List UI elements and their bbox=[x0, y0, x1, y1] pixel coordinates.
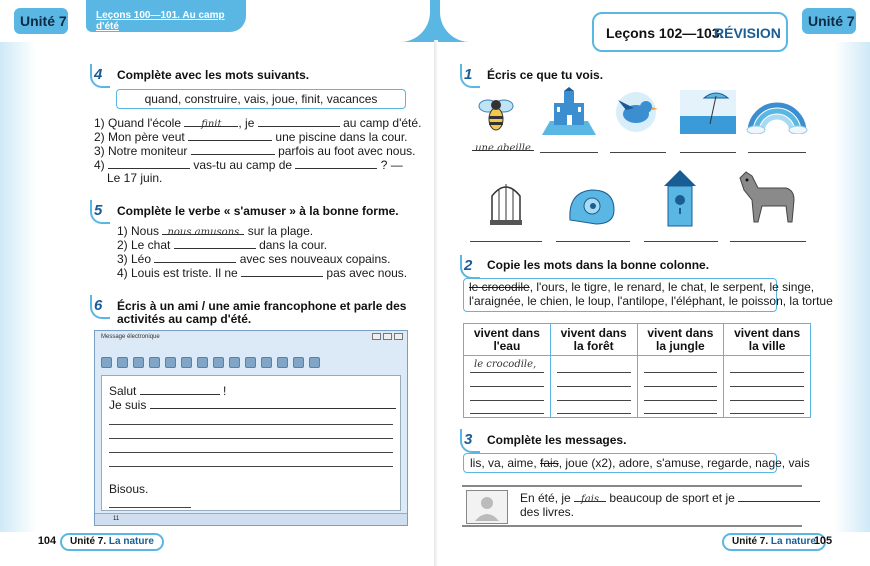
cut-icon[interactable] bbox=[213, 357, 224, 368]
email-signature-line bbox=[109, 507, 191, 508]
exercise-6-title-line-2: activités au camp d'été. bbox=[117, 312, 252, 326]
image-2-answer-line bbox=[540, 152, 598, 153]
image-9-answer-line bbox=[730, 241, 806, 242]
exercise-2-title: Copie les mots dans la bonne colonne. bbox=[487, 258, 710, 272]
exercise-4-line-4-answer: Le 17 juin. bbox=[107, 171, 163, 185]
flag-icon[interactable] bbox=[293, 357, 304, 368]
footer-unit-left: Unité 7. La nature bbox=[60, 533, 164, 551]
column-header-foret: vivent dans la forêt bbox=[550, 324, 637, 356]
undo-icon[interactable] bbox=[181, 357, 192, 368]
sea-umbrella-icon bbox=[680, 90, 736, 134]
exercise-4-line-4: 4) vas-tu au camp de ? — bbox=[94, 158, 403, 172]
exercise-4-line-2: 2) Mon père veut une piscine dans la cour. bbox=[94, 130, 408, 144]
birdcage-icon bbox=[488, 178, 524, 226]
format-icon[interactable] bbox=[245, 357, 256, 368]
column-header-eau: vivent dans l'eau bbox=[464, 324, 551, 356]
left-margin-decoration bbox=[0, 42, 36, 532]
table-cell-jungle[interactable] bbox=[637, 356, 724, 418]
unit-label-left: Unité 7 bbox=[20, 13, 67, 29]
message-card bbox=[462, 485, 802, 527]
exercise-5-line-2: 2) Le chat dans la cour. bbox=[117, 238, 328, 252]
exercise-number-3: 3 bbox=[464, 431, 484, 451]
exercise-number-5: 5 bbox=[94, 202, 114, 222]
footer-unit-right: Unité 7. La nature bbox=[722, 533, 826, 551]
exercise-number-2: 2 bbox=[464, 257, 484, 277]
redo-icon[interactable] bbox=[197, 357, 208, 368]
email-blank-line bbox=[109, 452, 393, 453]
image-1-answer: une abeille bbox=[472, 140, 534, 154]
email-window bbox=[94, 330, 408, 526]
save-icon[interactable] bbox=[117, 357, 128, 368]
email-window-title: Message électronique bbox=[101, 334, 160, 340]
unit-label-right: Unité 7 bbox=[808, 13, 855, 29]
user-silhouette-icon bbox=[467, 491, 507, 523]
image-6-answer-line bbox=[470, 241, 542, 242]
exercise-5-line-1: 1) Nous nous amusons sur la plage. bbox=[117, 224, 314, 238]
table-cell-foret[interactable] bbox=[550, 356, 637, 418]
email-blank-line bbox=[109, 424, 393, 425]
exercise-2-word-bank: le crocodile, l'ours, le tigre, le renard, le chat, le serpent, le singe, l'araignée, le chien, le loup, l'antilope, l'éléphant, le poisson, la tortue bbox=[463, 278, 777, 312]
spellcheck-icon[interactable] bbox=[261, 357, 272, 368]
exercise-number-6: 6 bbox=[94, 297, 114, 317]
attach-icon[interactable] bbox=[133, 357, 144, 368]
exercise-5-line-3: 3) Léo avec ses nouveaux copains. bbox=[117, 252, 391, 266]
exercise-5-title: Complète le verbe « s'amuser » à la bonne forme. bbox=[117, 204, 399, 218]
wolf-icon bbox=[736, 168, 798, 224]
priority-icon[interactable] bbox=[309, 357, 320, 368]
exercise-4-line-3: 3) Notre moniteur parfois au foot avec nous. bbox=[94, 144, 416, 158]
exercise-1-title: Écris ce que tu vois. bbox=[487, 68, 604, 82]
contacts-icon[interactable] bbox=[277, 357, 288, 368]
exercise-5-line-4: 4) Louis est triste. Il ne pas avec nous. bbox=[117, 266, 408, 280]
email-toolbar bbox=[101, 353, 320, 371]
page-number-right: 105 bbox=[813, 535, 833, 547]
message-line-1: En été, je fais beaucoup de sport et je bbox=[520, 491, 820, 505]
lessons-box-right bbox=[592, 12, 788, 52]
rainbow-icon bbox=[746, 98, 808, 134]
castle-icon bbox=[540, 87, 598, 137]
table-cell-eau[interactable] bbox=[464, 356, 551, 418]
window-controls bbox=[372, 333, 403, 340]
column-header-ville: vivent dans la ville bbox=[724, 324, 811, 356]
status-count: 11 bbox=[113, 516, 120, 522]
exercise-4-title: Complète avec les mots suivants. bbox=[117, 68, 310, 82]
email-status-bar bbox=[95, 513, 407, 525]
page-gutter bbox=[434, 40, 438, 566]
exercise-4-line-1: 1) Quand l'école finit , je au camp d'été. bbox=[94, 116, 422, 130]
email-line-je-suis: Je suis bbox=[109, 398, 396, 412]
animals-table bbox=[463, 323, 811, 418]
shell-icon bbox=[566, 184, 618, 226]
minimize-icon[interactable] bbox=[372, 333, 381, 340]
send-icon[interactable] bbox=[101, 357, 112, 368]
lessons-title-right: Leçons 102—103. bbox=[606, 25, 724, 41]
bee-icon bbox=[474, 92, 518, 136]
image-7-answer-line bbox=[556, 241, 630, 242]
avatar bbox=[466, 490, 508, 524]
copy-icon[interactable] bbox=[165, 357, 176, 368]
message-line-2: des livres. bbox=[520, 505, 575, 519]
image-8-answer-line bbox=[644, 241, 718, 242]
column-header-jungle: vivent dans la jungle bbox=[637, 324, 724, 356]
revision-title: RÉVISION bbox=[714, 25, 781, 41]
table-cell-ville[interactable] bbox=[724, 356, 811, 418]
email-closing: Bisous. bbox=[109, 482, 149, 496]
bird-icon bbox=[612, 90, 660, 134]
email-greeting: Salut ! bbox=[109, 384, 227, 398]
maximize-icon[interactable] bbox=[383, 333, 392, 340]
handwritten-answer: le crocodile, bbox=[474, 359, 537, 370]
close-icon[interactable] bbox=[394, 333, 403, 340]
exercise-3-word-bank: lis, va, aime, fais, joue (x2), adore, s'amuse, regarde, nage, vais bbox=[463, 453, 777, 473]
image-3-answer-line bbox=[610, 152, 666, 153]
lessons-title-left: Leçons 100—101. Au camp d'été bbox=[96, 10, 225, 32]
email-body[interactable] bbox=[101, 375, 401, 511]
page-number-left: 104 bbox=[37, 535, 57, 547]
image-4-answer-line bbox=[680, 152, 736, 153]
lessons-tab-left bbox=[86, 0, 246, 32]
print-icon[interactable] bbox=[149, 357, 160, 368]
email-blank-line bbox=[109, 466, 393, 467]
birdhouse-icon bbox=[662, 168, 698, 228]
exercise-number-1: 1 bbox=[464, 66, 484, 86]
paste-icon[interactable] bbox=[229, 357, 240, 368]
exercise-4-word-bank: quand, construire, vais, joue, finit, vacances bbox=[116, 89, 406, 109]
exercise-3-title: Complète les messages. bbox=[487, 433, 627, 447]
exercise-number-4: 4 bbox=[94, 66, 114, 86]
email-blank-line bbox=[109, 438, 393, 439]
exercise-6-title-line-1: Écris à un ami / une amie francophone et parle des bbox=[117, 299, 407, 313]
right-margin-decoration bbox=[834, 42, 870, 532]
image-5-answer-line bbox=[748, 152, 806, 153]
